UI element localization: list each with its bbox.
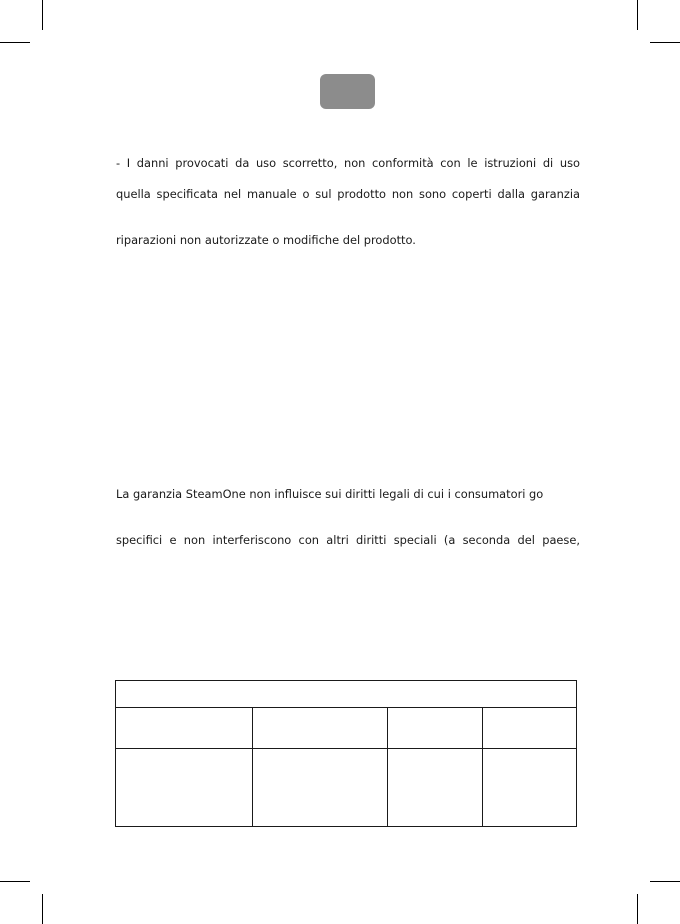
table-header-cell-3 [391, 711, 478, 745]
crop-mark-bottom-right-horizontal [650, 881, 680, 882]
table-title-cell [120, 685, 572, 705]
table-body-cell-3 [391, 753, 478, 821]
crop-mark-top-left-vertical [42, 0, 43, 30]
crop-mark-bottom-left-vertical [42, 894, 43, 924]
paragraph2-line-1: La garanzia SteamOne non influisce sui diritti legali di cui i consumatori go [116, 487, 544, 501]
paragraph2-line-2: specifici e non interferiscono con altri diritti speciali (a seconda del paese, [116, 533, 580, 547]
table-header-cell-4 [486, 711, 572, 745]
table-col-divider-3 [482, 708, 483, 826]
paragraph1-line-2: quella specificata nel manuale o sul prodotto non sono coperti dalla garanzia [116, 187, 580, 201]
crop-mark-bottom-left-horizontal [0, 881, 30, 882]
table-body-cell-2 [256, 753, 383, 821]
table-row-divider-1 [116, 707, 576, 708]
crop-mark-top-right-horizontal [650, 42, 680, 43]
crop-mark-top-left-horizontal [0, 42, 30, 43]
warranty-table [115, 680, 577, 827]
table-col-divider-2 [387, 708, 388, 826]
page-number-tab [320, 74, 375, 109]
paragraph1-line-1: - I danni provocati da uso scorretto, non conformità con le istruzioni di uso [116, 156, 580, 170]
table-header-cell-2 [256, 711, 383, 745]
table-body-cell-1 [120, 753, 248, 821]
table-col-divider-1 [252, 708, 253, 826]
table-body-cell-4 [486, 753, 572, 821]
crop-mark-top-right-vertical [637, 0, 638, 30]
crop-mark-bottom-right-vertical [637, 894, 638, 924]
table-row-divider-2 [116, 748, 576, 749]
table-header-cell-1 [120, 711, 248, 745]
paragraph1-line-3: riparazioni non autorizzate o modifiche del prodotto. [116, 233, 416, 247]
